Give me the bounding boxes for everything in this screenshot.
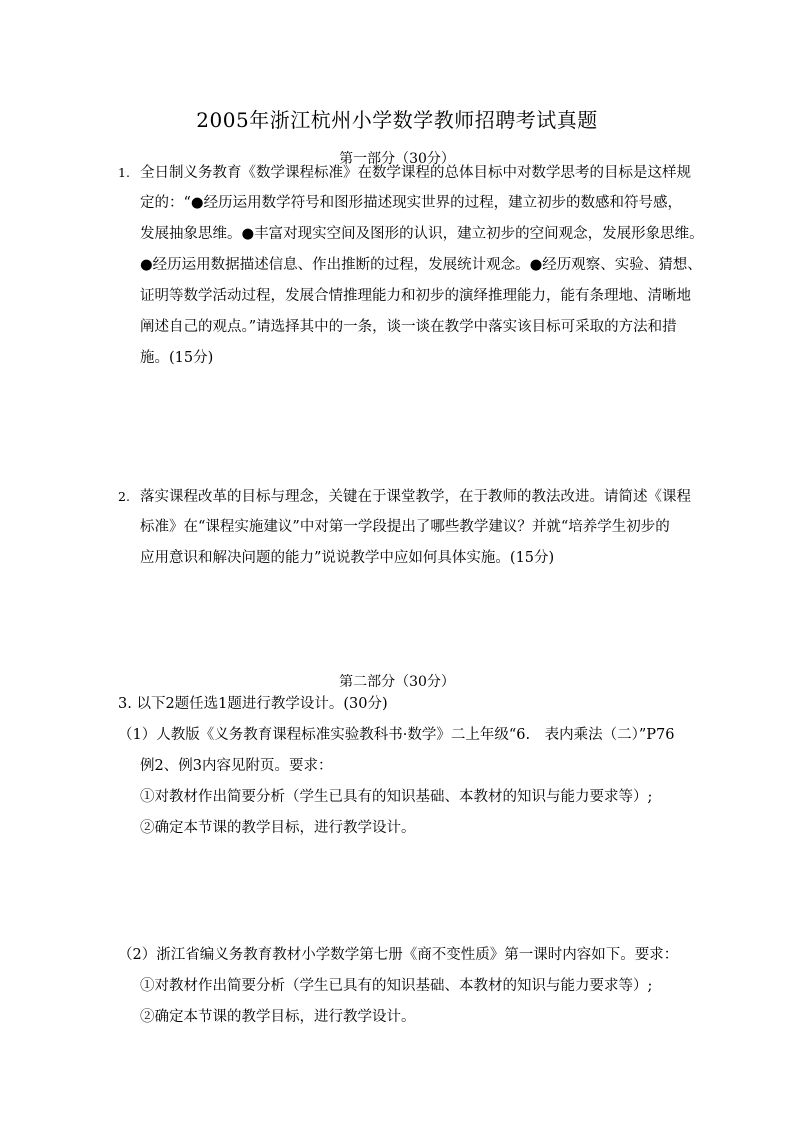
- part1-heading: 第一部分（30分）: [339, 151, 455, 167]
- option-2-line-3: ②确定本节课的教学目标，进行教学设计。: [140, 1009, 416, 1025]
- option-2-line-1: （2）浙江省编义务教育教材小学数学第七册《商不变性质》第一课时内容如下。要求：: [118, 947, 679, 963]
- question-2: [118, 481, 691, 574]
- question-2-line-1: 2. 落实课程改革的目标与理念，关键在于课堂教学，在于教师的教法改进。请简述《课程: [118, 481, 691, 512]
- part2-heading: 第二部分（30分）: [339, 674, 455, 690]
- question-1-line-4: ●经历运用数据描述信息、作出推断的过程，发展统计观念。●经历观察、实验、猜想、: [140, 257, 702, 273]
- question-1: [118, 157, 704, 374]
- question-3-option-1: [118, 720, 674, 844]
- question-1-line-5: 证明等数学活动过程，发展合情推理能力和初步的演绎推理能力，能有条理地、清晰地: [140, 288, 691, 304]
- question-1-number: 1.: [118, 165, 130, 180]
- page-title: 2005年浙江杭州小学数学教师招聘考试真题: [196, 108, 598, 132]
- question-2-number: 2.: [118, 489, 130, 504]
- question-3-intro: 3. 以下2题任选1题进行教学设计。(30分): [118, 696, 388, 712]
- option-1-line-4: ②确定本节课的教学目标，进行教学设计。: [140, 820, 416, 836]
- question-3: [118, 689, 388, 720]
- question-1-line-6: 阐述自己的观点。”请选择其中的一条，谈一谈在教学中落实该目标可采取的方法和措: [140, 319, 677, 335]
- question-1-line-2: 定的：“●经历运用数学符号和图形描述现实世界的过程，建立初步的数感和符号感，: [140, 195, 683, 211]
- option-1-line-2: 例2、例3内容见附页。要求：: [140, 758, 333, 774]
- option-1-line-1: （1）人教版《义务教育课程标准实验教科书·数学》二上年级“6. 表内乘法（二）”P76: [118, 727, 675, 743]
- question-2-line-3: 应用意识和解决问题的能力”说说教学中应如何具体实施。(15分): [140, 550, 555, 566]
- question-1-line-1: 1. 全日制义务教育《数学课程标准》在数学课程的总体目标中对数学思考的目标是这样规: [118, 157, 704, 188]
- option-2-line-2: ①对教材作出简要分析（学生已具有的知识基础、本教材的知识与能力要求等）;: [140, 978, 653, 994]
- question-1-line-3: 发展抽象思维。●丰富对现实空间及图形的认识，建立初步的空间观念，发展形象思维。: [140, 226, 704, 242]
- question-3-option-2: [118, 940, 678, 1033]
- question-1-line-7: 施。(15分): [140, 350, 214, 366]
- option-1-line-3: ①对教材作出简要分析（学生已具有的知识基础、本教材的知识与能力要求等）;: [140, 789, 653, 805]
- question-2-line-2: 标准》在“课程实施建议”中对第一学段提出了哪些教学建议？并就“培养学生初步的: [140, 519, 670, 535]
